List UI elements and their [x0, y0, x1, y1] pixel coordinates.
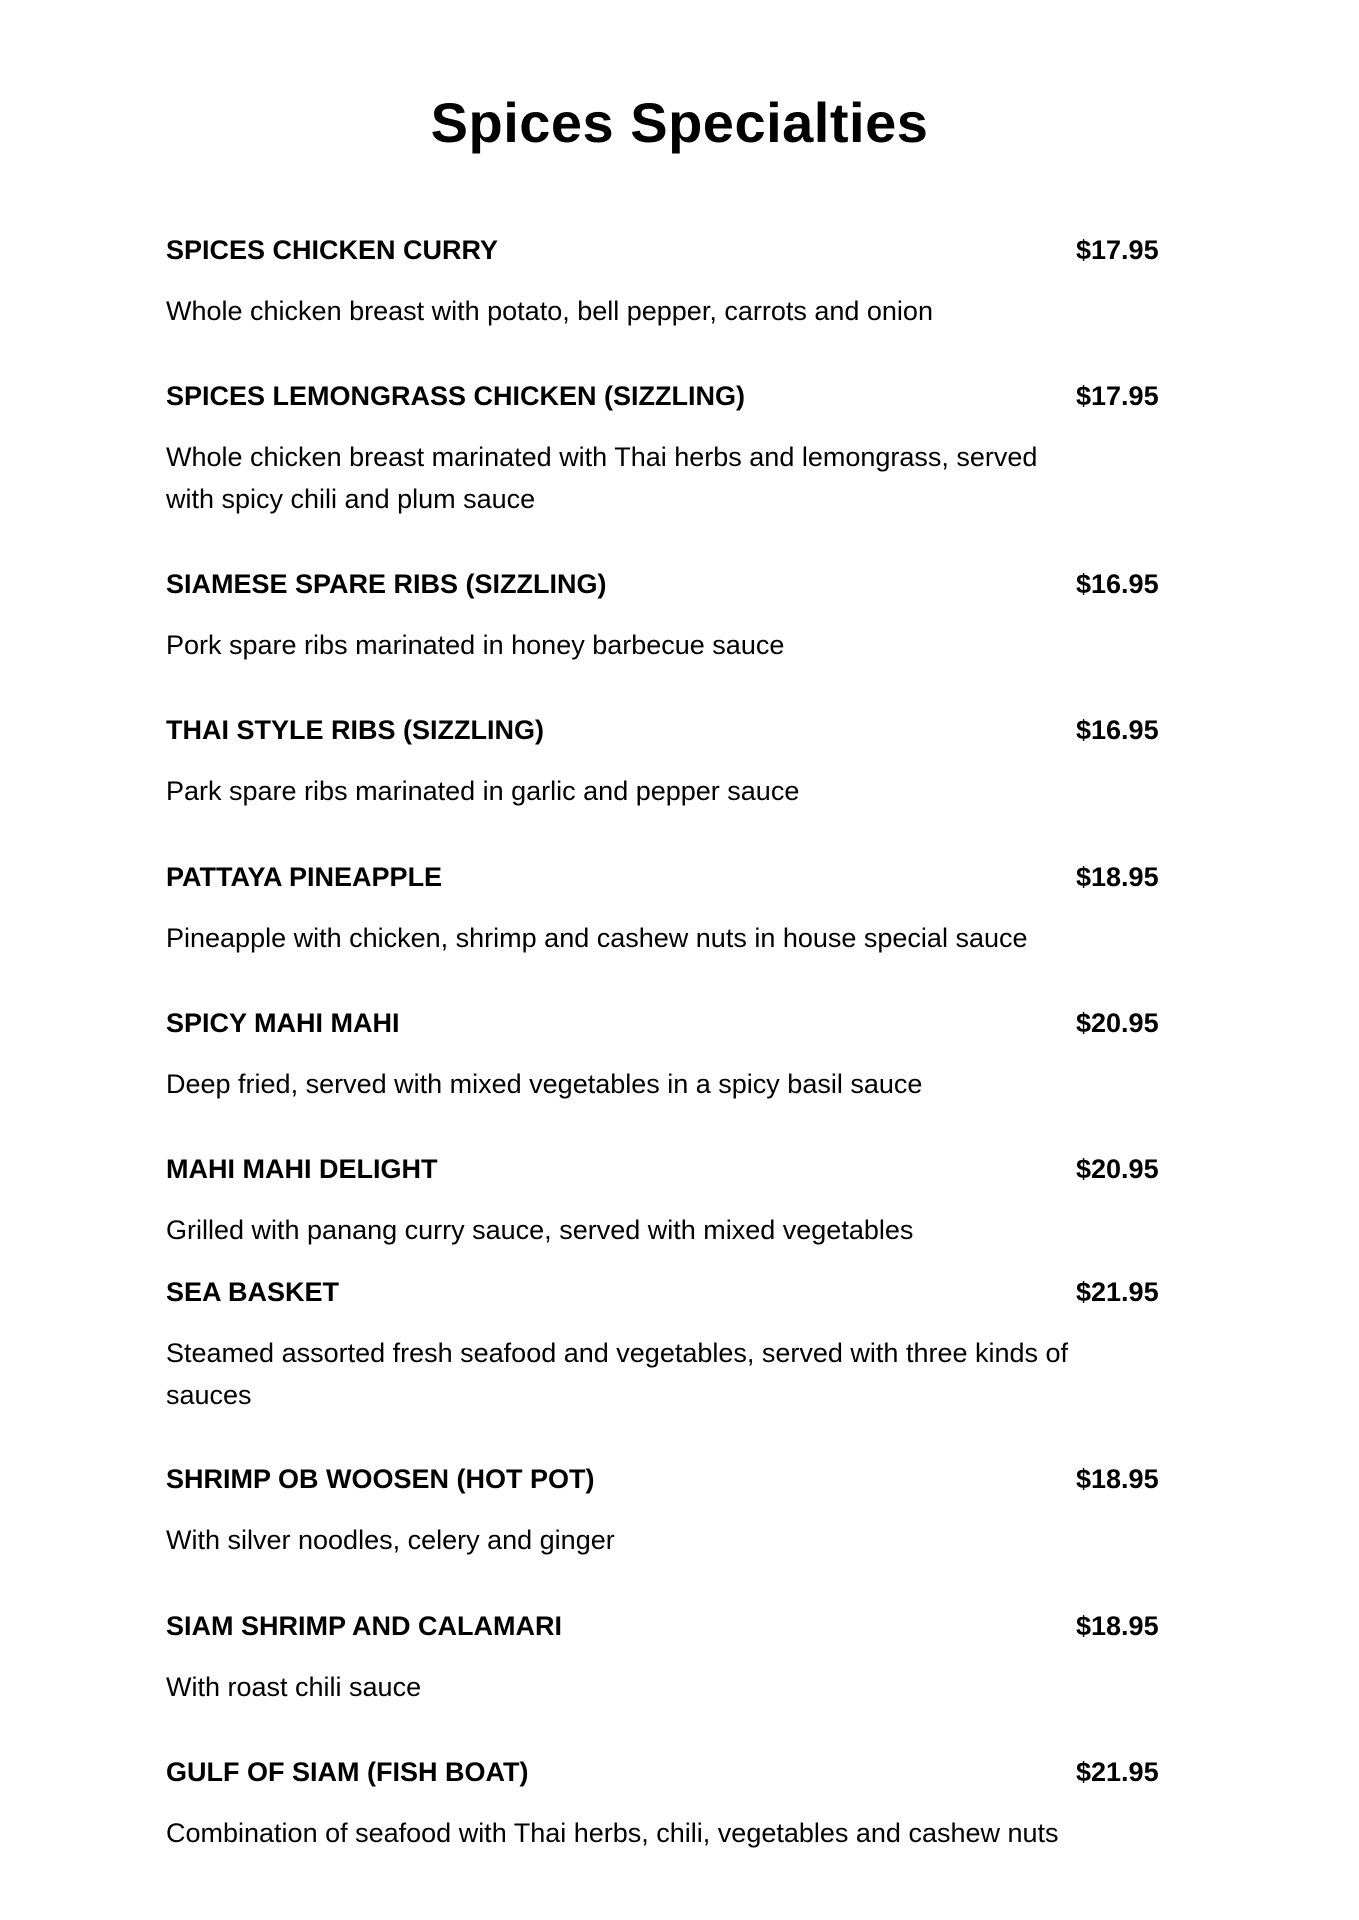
menu-item-name: SEA BASKET: [166, 1277, 340, 1307]
menu-item-description: Grilled with panang curry sauce, served with mixed vegetables: [166, 1215, 914, 1245]
menu-item-name: THAI STYLE RIBS (SIZZLING): [166, 715, 544, 745]
menu-item-price: $21.95: [1076, 1757, 1159, 1787]
page-title: Spices Specialties: [430, 91, 929, 154]
menu-item-header: [166, 1752, 1170, 1792]
menu-item-price: $17.95: [1076, 381, 1159, 411]
menu-item-name: SHRIMP OB WOOSEN (HOT POT): [166, 1464, 595, 1494]
menu-item-header: [166, 230, 1170, 270]
menu-item: [166, 376, 1170, 520]
menu-item-price: $21.95: [1076, 1277, 1159, 1307]
menu-item-name: MAHI MAHI DELIGHT: [166, 1154, 438, 1184]
menu-item-description: Pineapple with chicken, shrimp and cashew nuts in house special sauce: [166, 923, 1028, 953]
menu-item: [166, 710, 1170, 812]
menu-item-header: [166, 564, 1170, 604]
menu-item: [166, 1149, 1170, 1251]
menu-item-name: SPICES CHICKEN CURRY: [166, 235, 499, 265]
menu-item-price: $18.95: [1076, 1464, 1159, 1494]
menu-item-header: [166, 376, 1170, 416]
menu-item-header: [166, 857, 1170, 897]
menu-item-price: $18.95: [1076, 862, 1159, 892]
menu-item-description: Deep fried, served with mixed vegetables in a spicy basil sauce: [166, 1069, 923, 1099]
menu-item: [166, 1606, 1170, 1708]
menu-item-name: SIAM SHRIMP AND CALAMARI: [166, 1611, 562, 1641]
menu-item-description: With silver noodles, celery and ginger: [166, 1525, 615, 1555]
menu-item-description: Steamed assorted fresh seafood and vegetables, served with three kinds of sauces: [166, 1338, 1069, 1410]
menu-item: [166, 1272, 1170, 1416]
menu-item-header: [166, 1003, 1170, 1043]
menu-item-price: $20.95: [1076, 1154, 1159, 1184]
menu-item-name: SIAMESE SPARE RIBS (SIZZLING): [166, 569, 607, 599]
menu-item-description: Pork spare ribs marinated in honey barbecue sauce: [166, 630, 785, 660]
menu-item-header: [166, 710, 1170, 750]
menu-item-price: $16.95: [1076, 715, 1159, 745]
menu-item: [166, 1752, 1170, 1854]
menu-item-name: SPICY MAHI MAHI: [166, 1008, 400, 1038]
menu-item-header: [166, 1149, 1170, 1189]
menu-item-description: Park spare ribs marinated in garlic and pepper sauce: [166, 776, 800, 806]
menu-item-price: $17.95: [1076, 235, 1159, 265]
menu-item: [166, 1003, 1170, 1105]
menu-item-header: [166, 1459, 1170, 1499]
menu-item-description: Whole chicken breast with potato, bell pepper, carrots and onion: [166, 296, 933, 326]
menu-item: [166, 230, 1170, 332]
menu-item-description: Whole chicken breast marinated with Thai herbs and lemongrass, served with spicy chili and plum sauce: [166, 442, 1038, 514]
menu-item-header: [166, 1606, 1170, 1646]
menu-item: [166, 1459, 1170, 1561]
menu-item-header: [166, 1272, 1170, 1312]
menu-item: [166, 857, 1170, 959]
menu-item: [166, 564, 1170, 666]
menu-item-description: With roast chili sauce: [166, 1672, 422, 1702]
menu-item-name: PATTAYA PINEAPPLE: [166, 862, 443, 892]
menu-item-price: $18.95: [1076, 1611, 1159, 1641]
menu-item-price: $16.95: [1076, 569, 1159, 599]
menu-item-name: GULF OF SIAM (FISH BOAT): [166, 1757, 529, 1787]
menu-item-description: Combination of seafood with Thai herbs, chili, vegetables and cashew nuts: [166, 1818, 1059, 1848]
menu-item-name: SPICES LEMONGRASS CHICKEN (SIZZLING): [166, 381, 746, 411]
menu-item-price: $20.95: [1076, 1008, 1159, 1038]
